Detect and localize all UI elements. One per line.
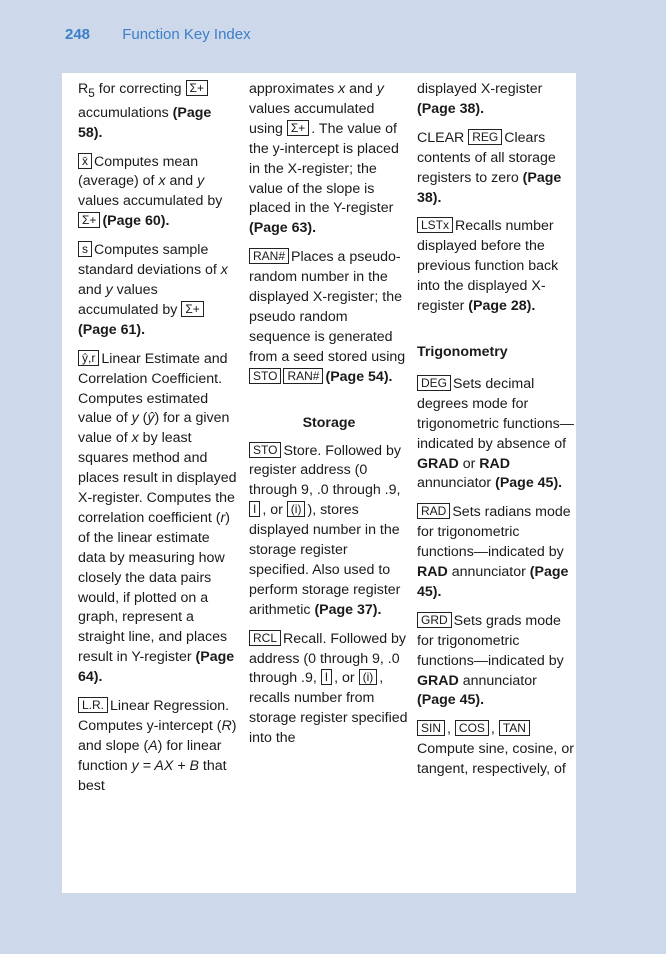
page-ref: (Page 28). — [468, 298, 536, 315]
entry-clear-reg: CLEAR REG Clears contents of all storage registers to zero (Page 38). — [417, 129, 562, 206]
ran-key: RAN# — [249, 248, 289, 264]
trigonometry-heading: Trigonometry — [417, 343, 508, 360]
sigma-plus-key: Σ+ — [287, 120, 309, 136]
page-ref: (Page 38). — [417, 100, 485, 117]
sigma-plus-key: Σ+ — [181, 301, 203, 317]
page-ref: (Page 61). — [78, 321, 146, 338]
deg-key: DEG — [417, 375, 451, 391]
sigma-plus-key: Σ+ — [78, 212, 100, 228]
entry-linear-estimate: ŷ,r Linear Estimate and Correlation Coefficient. Computes estimated value of y (ŷ) for a given value of x by least squares method and places result in displayed X-register. Computes the correlation coefficient (r) of the linear estimate data by measuring how closely the data pairs would, if plotted on a graph, represent a straight line, and places result in Y-register (Page 64). — [78, 350, 237, 686]
lastx-key: LSTx — [417, 217, 453, 233]
page-ref: (Page 64). — [78, 649, 235, 686]
page-ref: (Page 38). — [417, 169, 562, 206]
reg-key: REG — [468, 129, 502, 145]
paren-i-key: (i) — [359, 669, 378, 685]
page-header — [65, 26, 251, 43]
entry-rad: RAD Sets radians mode for trigonometric functions—indicated by RAD annunciator (Page 45). — [417, 504, 571, 600]
entry-r5: $R_5$ for correcting Σ+ accumulations (Page 58). — [78, 81, 212, 141]
page-ref: (Page 45). — [417, 692, 485, 709]
column-3 — [417, 80, 575, 789]
paren-i-key: (i) — [287, 501, 306, 517]
yhat-r-key: ŷ,r — [78, 350, 99, 366]
entry-grd: GRD Sets grads mode for trigonometric functions—indicated by GRAD annunciator (Page 45). — [417, 612, 564, 709]
page-ref: (Page 60). — [102, 213, 170, 230]
entry-lastx: LSTx Recalls number displayed before the previous function back into the displayed X-register (Page 28). — [417, 218, 559, 315]
lr-key: L.R. — [78, 697, 108, 713]
s-key: s — [78, 241, 92, 257]
sto-key: STO — [249, 442, 281, 458]
page-ref: (Page 45). — [495, 475, 563, 492]
entry-linear-regression: L.R. Linear Regression. Computes y-intercept (R) and slope (A) for linear function y = AX + B that best — [78, 698, 237, 794]
entry-lr-continued: approximates x and y values accumulated using Σ+ . The value of the y-intercept is placed in the X-register; the value of the slope is placed in the Y-register (Page 63). — [249, 81, 399, 237]
page-ref: (Page 63). — [249, 220, 317, 237]
rad-key: RAD — [417, 503, 450, 519]
page-title: Function Key Index — [122, 26, 251, 43]
page-number: 248 — [65, 26, 91, 43]
entry-recall-continued: displayed X-register (Page 38). — [417, 81, 543, 117]
entry-store: STO Store. Followed by register address (0 through 9, .0 through .9, I , or (i) ), stores displayed number in the storage register specified. Also used to perform storage register arithmetic (Page 37). — [249, 442, 401, 618]
page-ref: (Page 58). — [78, 104, 212, 141]
ran-key: RAN# — [283, 368, 323, 384]
cos-key: COS — [455, 720, 489, 736]
tan-key: TAN — [499, 720, 530, 736]
entry-recall: RCL Recall. Followed by address (0 through 9, .0 through .9, I , or (i) , recalls number from storage register specified into the — [249, 630, 408, 747]
page-ref: (Page 45). — [417, 564, 569, 600]
grd-key: GRD — [417, 612, 452, 628]
entry-deg: DEG Sets decimal degrees mode for trigonometric functions—indicated by absence of GRAD or RAD annunciator (Page 45). — [417, 375, 574, 492]
page-ref: (Page 54). — [325, 368, 393, 385]
mean-key: x̄ — [78, 153, 92, 169]
entry-trig-functions: SIN , COS , TAN Compute sine, cosine, or tangent, respectively, of — [417, 721, 574, 778]
rcl-key: RCL — [249, 630, 281, 646]
page-ref: (Page 37). — [314, 601, 382, 618]
entry-std-dev: s Computes sample standard deviations of x and y values accumulated by Σ+(Page 61). — [78, 242, 228, 338]
entry-random: RAN# Places a pseudo-random number in the displayed X-register; the pseudo random sequence is generated from a seed stored using STO RAN# (Page 54). — [249, 249, 406, 385]
storage-heading: Storage — [302, 414, 356, 431]
entry-mean: x̄ Computes mean (average) of x and y values accumulated by Σ+ (Page 60). — [78, 153, 223, 230]
column-1 — [78, 80, 238, 806]
i-key: I — [321, 669, 332, 685]
sto-key: STO — [249, 368, 281, 384]
column-2 — [249, 80, 409, 758]
sin-key: SIN — [417, 720, 445, 736]
sigma-plus-key: Σ+ — [186, 80, 208, 96]
i-key: I — [249, 501, 260, 517]
index-panel — [62, 73, 576, 893]
